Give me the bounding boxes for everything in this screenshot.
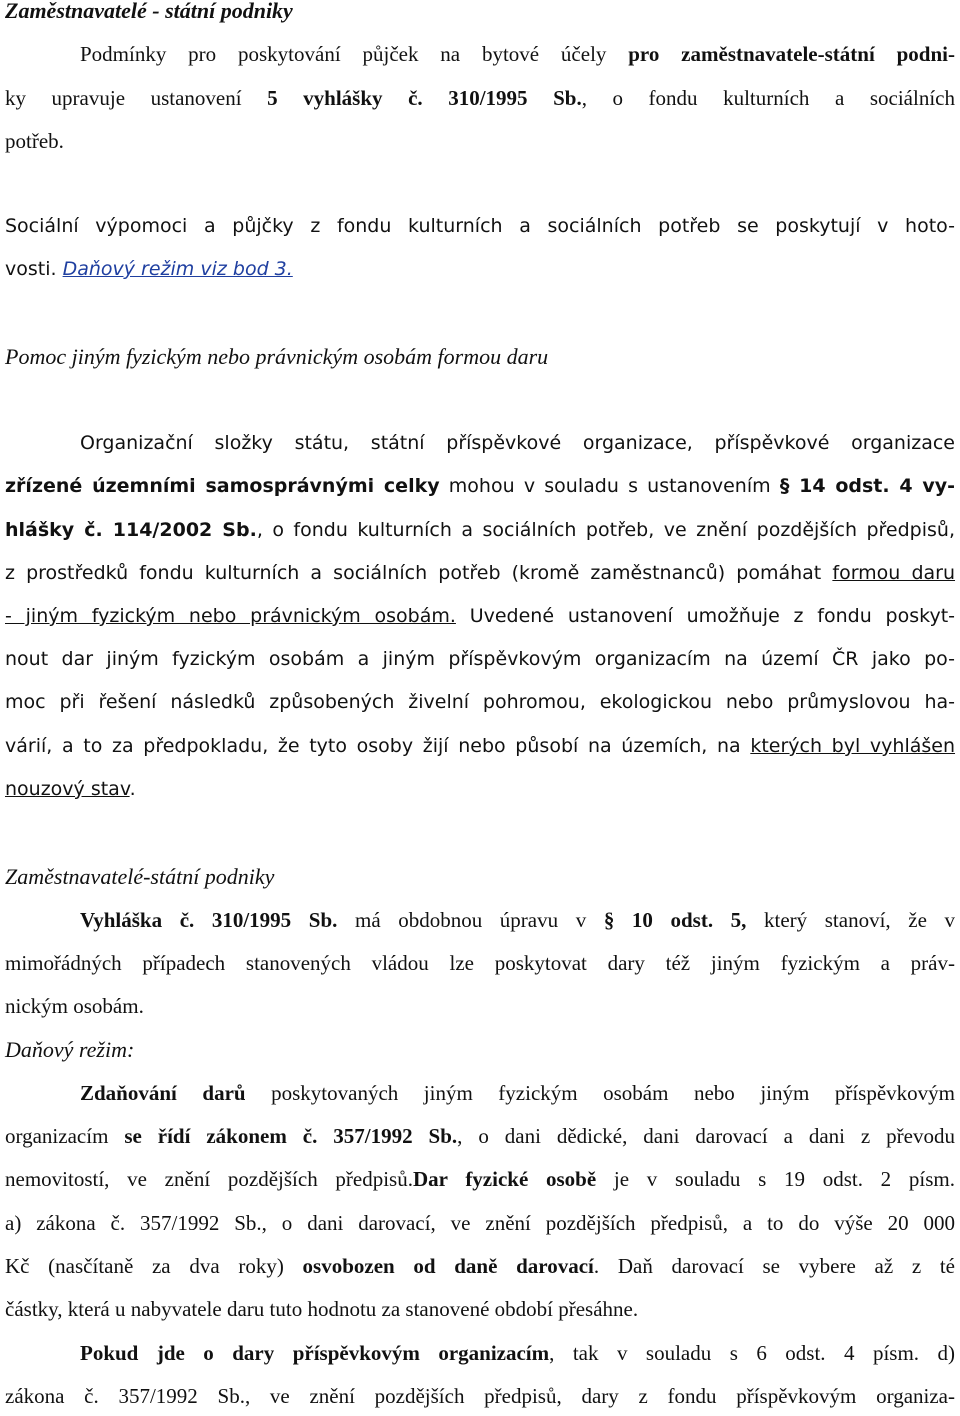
paragraph-line: Sociální výpomoci a půjčky z fondu kulturních a sociálních potřeb se poskytují v hoto- [5,215,955,237]
paragraph-line: Kč (nasčítaně za dva roky) osvobozen od daně darovací. Daň darovací se vybere až z té [5,1254,956,1278]
paragraph-line: várií, a to za předpokladu, že tyto osoby žijí nebo působí na územích, na kterých byl vyhlášen [5,735,956,757]
paragraph-line: organizacím se řídí zákonem č. 357/1992 Sb., o dani dědické, dani darovací a dani z převodu [5,1124,955,1148]
paragraph-line: Organizační složky státu, státní příspěvkové organizace, příspěvkové organizace [80,432,955,454]
tax-regime-link[interactable]: Daňový režim viz bod 3. [62,258,293,280]
paragraph-line: částky, která u nabyvatele daru tuto hodnotu za stanovené období přesáhne. [5,1297,639,1321]
paragraph-line: Vyhláška č. 310/1995 Sb. má obdobnou úpravu v § 10 odst. 5, který stanoví, že v [80,908,955,932]
paragraph-line: potřeb. [5,129,64,153]
paragraph-line: zřízené územními samosprávnými celky mohou v souladu s ustanovením § 14 odst. 4 vy- [5,475,955,497]
paragraph-line: a) zákona č. 357/1992 Sb., o dani darovací, ve znění pozdějších předpisů, a to do výše 20 000 [5,1211,955,1235]
section-title-gift-help: Pomoc jiným fyzickým nebo právnickým osobám formou daru [5,344,549,369]
paragraph-line: nout dar jiným fyzickým osobám a jiným příspěvkovým organizacím na území ČR jako po- [5,648,955,670]
paragraph-line: z prostředků fondu kulturních a sociálních potřeb (kromě zaměstnanců) pomáhat formou daru [5,562,956,584]
section-title-employers: Zaměstnavatelé - státní podniky [5,0,293,23]
paragraph-line: - jiným fyzickým nebo právnickým osobám. Uvedené ustanovení umožňuje z fondu poskyt- [5,605,956,627]
paragraph-line: zákona č. 357/1992 Sb., ve znění pozdějších předpisů, dary z fondu příspěvkovým organiza- [5,1384,955,1408]
paragraph-line: nouzový stav. [5,778,136,800]
other-persons-link[interactable]: - jiným fyzickým nebo právnickým osobám. [5,605,456,627]
gift-form-link[interactable]: formou daru [832,562,956,584]
declared-territory-link[interactable]: kterých byl vyhlášen [750,735,956,757]
paragraph-line: Zdaňování darů poskytovaných jiným fyzickým osobám nebo jiným příspěvkovým [80,1081,956,1105]
paragraph-line: Pokud jde o dary příspěvkovým organizacím, tak v souladu s 6 odst. 4 písm. d) [80,1341,956,1365]
emergency-state-link[interactable]: nouzový stav [5,778,130,800]
paragraph-line: mimořádných případech stanovených vládou lze poskytovat dary též jiným fyzickým a práv- [5,951,955,975]
paragraph-line: Podmínky pro poskytování půjček na bytové účely pro zaměstnavatele-státní podni- [80,42,955,66]
section-title-tax-regime: Daňový režim: [5,1037,135,1062]
section-title-state-enterprises: Zaměstnavatelé-státní podniky [5,864,275,889]
paragraph-line: ky upravuje ustanovení 5 vyhlášky č. 310/1995 Sb., o fondu kulturních a sociálních [5,86,955,110]
paragraph-line: nickým osobám. [5,994,144,1018]
paragraph-line: hlášky č. 114/2002 Sb., o fondu kulturních a sociálních potřeb, ve znění pozdějších předpisů, [5,519,955,541]
paragraph-line: moc při řešení následků způsobených živelní pohromou, ekologickou nebo průmyslovou ha- [5,691,955,713]
paragraph-line: vosti. Daňový režim viz bod 3. [5,258,293,280]
paragraph-line: nemovitostí, ve znění pozdějších předpisů.Dar fyzické osobě je v souladu s 19 odst. 2 písm. [5,1167,955,1191]
